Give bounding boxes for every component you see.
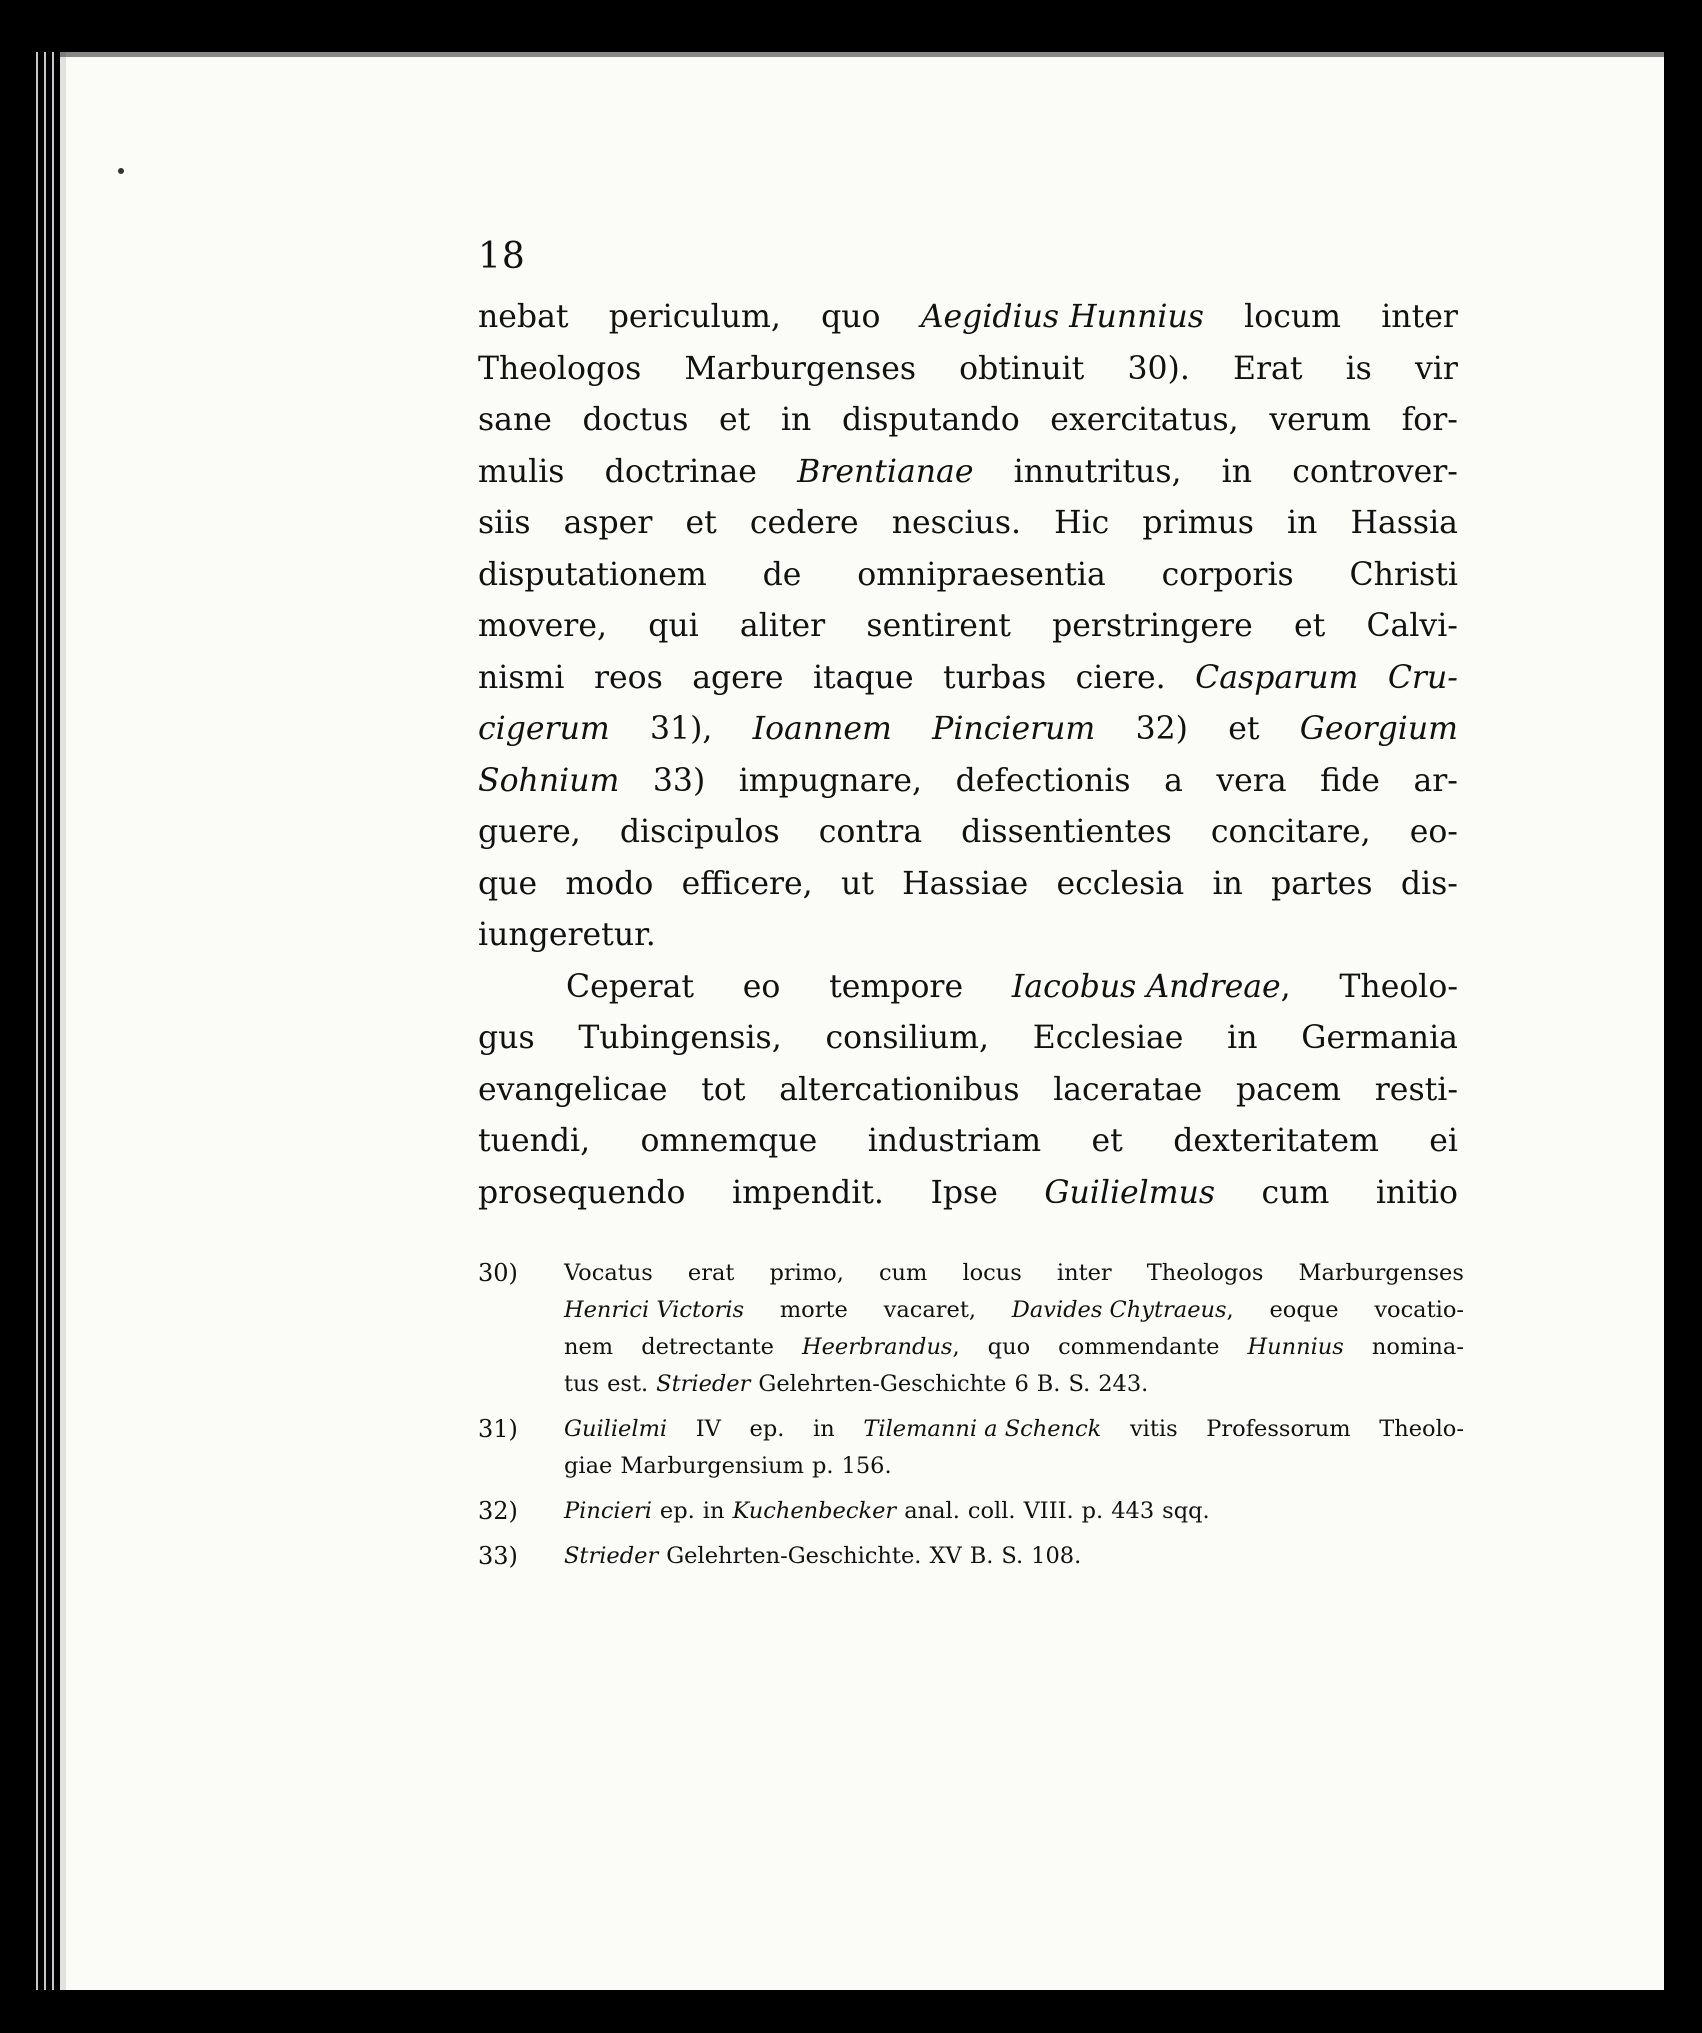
word: Professorum xyxy=(1206,1416,1351,1442)
text-line xyxy=(478,704,1458,756)
word: Gelehrten-Geschichte xyxy=(758,1371,1007,1397)
word: Kuchenbecker xyxy=(732,1498,897,1524)
footnote-number: 30) xyxy=(478,1259,518,1287)
word: 243. xyxy=(1098,1371,1149,1397)
word: dissentientes xyxy=(961,814,1172,850)
word: mulis xyxy=(478,453,565,490)
word: de xyxy=(762,556,802,593)
word: 6 xyxy=(1014,1371,1029,1397)
word: eo xyxy=(742,968,781,1005)
word: pacem xyxy=(1235,1071,1342,1108)
word: tuendi, xyxy=(478,1123,591,1159)
word: Pincierum xyxy=(932,711,1096,747)
word: dis- xyxy=(1400,865,1458,902)
text-line xyxy=(478,962,1458,1014)
page-edge xyxy=(44,52,46,1990)
word: siis xyxy=(478,505,531,541)
word: laceratae xyxy=(1053,1071,1203,1108)
text-line xyxy=(478,859,1458,911)
word: commendante xyxy=(1058,1334,1220,1360)
word: Ioannem xyxy=(752,711,892,747)
word: ei xyxy=(1429,1123,1458,1159)
text-line xyxy=(478,292,1458,344)
word: Iacobus Andreae, xyxy=(1011,968,1291,1005)
word: vera xyxy=(1216,762,1287,799)
footnotes xyxy=(478,1255,1464,1583)
word: Aegidius Hunnius xyxy=(920,299,1204,335)
word: turbas xyxy=(943,659,1047,696)
word: ecclesia xyxy=(1056,865,1185,902)
footnote-line xyxy=(564,1329,1464,1366)
word: altercationibus xyxy=(779,1071,1020,1108)
word: Germania xyxy=(1301,1020,1458,1056)
word: Ecclesiae xyxy=(1032,1020,1184,1056)
word: 156. xyxy=(841,1453,892,1479)
word: disputando xyxy=(841,402,1020,438)
word: sentirent xyxy=(866,608,1011,644)
word: Theolo- xyxy=(1379,1416,1464,1442)
word: Davides Chytraeus, xyxy=(1011,1297,1234,1323)
footnote-line xyxy=(564,1292,1464,1329)
footnote-line xyxy=(564,1366,1464,1403)
word: initio xyxy=(1375,1174,1458,1211)
top-rule xyxy=(60,52,1664,57)
word: Sohnium xyxy=(478,762,620,799)
word: ciere. xyxy=(1075,659,1166,696)
word: detrectante xyxy=(641,1334,774,1360)
word: in xyxy=(1227,1020,1258,1056)
word: cum xyxy=(878,1260,928,1286)
text-line xyxy=(478,447,1458,499)
word: aliter xyxy=(739,608,826,644)
word: Calvi- xyxy=(1366,608,1458,644)
word: giae xyxy=(564,1453,613,1479)
footnote-line xyxy=(564,1448,1464,1485)
word: is xyxy=(1345,350,1372,387)
word: disputationem xyxy=(478,556,707,593)
word: est. xyxy=(607,1371,649,1397)
word: in xyxy=(813,1416,835,1442)
footnote-line xyxy=(564,1538,1464,1575)
footnote-line xyxy=(564,1411,1464,1448)
word: tot xyxy=(701,1071,746,1108)
word: perstringere xyxy=(1052,608,1253,644)
word: Strieder xyxy=(564,1543,659,1569)
word: 31), xyxy=(650,711,713,747)
word: et xyxy=(1228,711,1260,747)
word: in xyxy=(1221,453,1253,490)
word: Marburgensium xyxy=(620,1453,804,1479)
word: vitis xyxy=(1129,1416,1178,1442)
text-line xyxy=(478,910,1458,962)
word: Tubingensis, xyxy=(578,1020,782,1056)
word: discipulos xyxy=(619,814,780,850)
footnote xyxy=(478,1411,1464,1485)
word: B. xyxy=(1036,1371,1061,1397)
word: cum xyxy=(1261,1174,1330,1211)
word: iungeretur. xyxy=(478,917,656,953)
word: corporis xyxy=(1161,556,1294,593)
word: qui xyxy=(648,608,699,644)
word: 33) xyxy=(652,762,706,799)
word: Christi xyxy=(1349,556,1458,593)
word: inter xyxy=(1381,299,1458,335)
word: nem xyxy=(564,1334,614,1360)
word: cedere xyxy=(749,505,859,541)
word: ep. xyxy=(749,1416,785,1442)
word: prosequendo xyxy=(478,1174,686,1211)
word: omnemque xyxy=(640,1123,818,1159)
word: controver- xyxy=(1292,453,1458,490)
word: consilium, xyxy=(825,1020,989,1056)
word: Brentianae xyxy=(797,453,974,490)
word: que xyxy=(478,865,538,902)
page-number: 18 xyxy=(478,236,526,277)
word: morte xyxy=(779,1297,848,1323)
word: Tilemanni a Schenck xyxy=(863,1416,1102,1442)
page-edge xyxy=(36,52,38,1990)
word: sane xyxy=(478,402,552,438)
word: eoque xyxy=(1269,1297,1339,1323)
word: VIII. xyxy=(1023,1498,1074,1524)
text-line xyxy=(478,1116,1458,1168)
word: ut xyxy=(840,865,874,902)
word: IV xyxy=(695,1416,721,1442)
word: innutritus, xyxy=(1013,453,1182,490)
word: doctus xyxy=(582,402,689,438)
text-line xyxy=(478,1168,1458,1220)
footnote-line xyxy=(564,1255,1464,1292)
word: inter xyxy=(1056,1260,1112,1286)
word: 108. xyxy=(1031,1543,1082,1569)
word: locum xyxy=(1244,299,1342,335)
word: tus xyxy=(564,1371,600,1397)
word: nismi xyxy=(478,659,565,696)
word: partes xyxy=(1271,865,1373,902)
word: eo- xyxy=(1409,814,1458,850)
word: vacaret, xyxy=(883,1297,977,1323)
word: Marburgenses xyxy=(1298,1260,1464,1286)
word: doctrinae xyxy=(604,453,757,490)
word: Hic xyxy=(1054,505,1110,541)
word: obtinuit xyxy=(959,350,1085,387)
word: et xyxy=(1293,608,1326,644)
word: Theolo- xyxy=(1339,968,1458,1005)
word: Gelehrten-Geschichte. xyxy=(666,1543,922,1569)
word: periculum, xyxy=(608,299,781,335)
word: Heerbrandus, xyxy=(801,1334,960,1360)
word: Hassia xyxy=(1350,505,1458,541)
word: Guilielmi xyxy=(564,1416,668,1442)
word: Hunnius xyxy=(1247,1334,1344,1360)
word: agere xyxy=(692,659,784,696)
text-line xyxy=(478,1013,1458,1065)
footnote xyxy=(478,1255,1464,1403)
word: contra xyxy=(818,814,923,850)
word: in xyxy=(1287,505,1318,541)
word: Pincieri xyxy=(564,1498,652,1524)
word: quo xyxy=(821,299,881,335)
word: in xyxy=(780,402,812,438)
text-line xyxy=(478,807,1458,859)
word: for- xyxy=(1401,402,1458,438)
word: S. xyxy=(1001,1543,1024,1569)
word: Cru- xyxy=(1387,659,1458,696)
footnote-number: 31) xyxy=(478,1415,518,1443)
word: nomina- xyxy=(1371,1334,1464,1360)
word: Erat xyxy=(1232,350,1303,387)
word: itaque xyxy=(812,659,914,696)
word: resti- xyxy=(1374,1071,1458,1108)
word: reos xyxy=(593,659,663,696)
word: et xyxy=(719,402,751,438)
word: Hassiae xyxy=(902,865,1029,902)
footnote-number: 32) xyxy=(478,1497,518,1525)
word: Ceperat xyxy=(566,968,695,1005)
word: locus xyxy=(962,1260,1022,1286)
footnote xyxy=(478,1493,1464,1530)
word: erat xyxy=(687,1260,735,1286)
word: defectionis xyxy=(955,762,1131,799)
text-line xyxy=(478,550,1458,602)
word: quo xyxy=(987,1334,1031,1360)
word: a xyxy=(1164,762,1183,799)
word: impendit. xyxy=(732,1174,884,1211)
word: anal. xyxy=(904,1498,960,1524)
word: ar- xyxy=(1413,762,1458,799)
body-text xyxy=(478,292,1458,1219)
word: Marburgenses xyxy=(684,350,917,387)
word: in xyxy=(1212,865,1243,902)
text-line xyxy=(478,601,1458,653)
word: p. xyxy=(811,1453,834,1479)
word: fide xyxy=(1320,762,1380,799)
word: sqq. xyxy=(1162,1498,1210,1524)
word: primus xyxy=(1142,505,1254,541)
word: Guilielmus xyxy=(1044,1174,1216,1211)
word: coll. xyxy=(967,1498,1016,1524)
word: B. xyxy=(969,1543,994,1569)
word: cigerum xyxy=(478,711,610,747)
word: Theologos xyxy=(1146,1260,1264,1286)
word: tempore xyxy=(829,968,964,1005)
word: vir xyxy=(1414,350,1458,387)
word: impugnare, xyxy=(738,762,923,799)
text-line xyxy=(478,756,1458,808)
word: concitare, xyxy=(1210,814,1371,850)
word: omnipraesentia xyxy=(857,556,1106,593)
page-edge xyxy=(52,52,54,1990)
word: et xyxy=(1091,1123,1123,1159)
word: guere, xyxy=(478,814,581,850)
word: dexteritatem xyxy=(1173,1123,1379,1159)
word: XV xyxy=(929,1543,962,1569)
footnote-number: 33) xyxy=(478,1542,518,1570)
word: verum xyxy=(1269,402,1371,438)
word: evangelicae xyxy=(478,1071,668,1108)
word: Ipse xyxy=(930,1174,998,1211)
text-line xyxy=(478,344,1458,396)
word: Henrici Victoris xyxy=(564,1297,745,1323)
word: 30). xyxy=(1127,350,1190,387)
word: efficere, xyxy=(681,865,813,902)
word: S. xyxy=(1068,1371,1091,1397)
word: Vocatus xyxy=(564,1260,653,1286)
text-line xyxy=(478,653,1458,705)
text-line xyxy=(478,1065,1458,1117)
text-line xyxy=(478,395,1458,447)
word: asper xyxy=(563,505,653,541)
word: industriam xyxy=(867,1123,1042,1159)
word: Strieder xyxy=(656,1371,751,1397)
word: exercitatus, xyxy=(1050,402,1239,438)
word: Theologos xyxy=(478,350,642,387)
word: vocatio- xyxy=(1374,1297,1464,1323)
text-line xyxy=(478,498,1458,550)
word: nescius. xyxy=(891,505,1021,541)
footnote-line xyxy=(564,1493,1464,1530)
footnote xyxy=(478,1538,1464,1575)
word: gus xyxy=(478,1020,535,1056)
ink-dot xyxy=(118,168,124,174)
word: 32) xyxy=(1135,711,1188,747)
word: ep. xyxy=(659,1498,695,1524)
word: in xyxy=(702,1498,725,1524)
word: Casparum xyxy=(1195,659,1359,696)
word: 443 xyxy=(1111,1498,1155,1524)
word: p. xyxy=(1081,1498,1104,1524)
word: Georgium xyxy=(1299,711,1458,747)
word: modo xyxy=(565,865,654,902)
word: primo, xyxy=(769,1260,844,1286)
word: nebat xyxy=(478,299,569,335)
word: movere, xyxy=(478,608,607,644)
word: et xyxy=(685,505,717,541)
